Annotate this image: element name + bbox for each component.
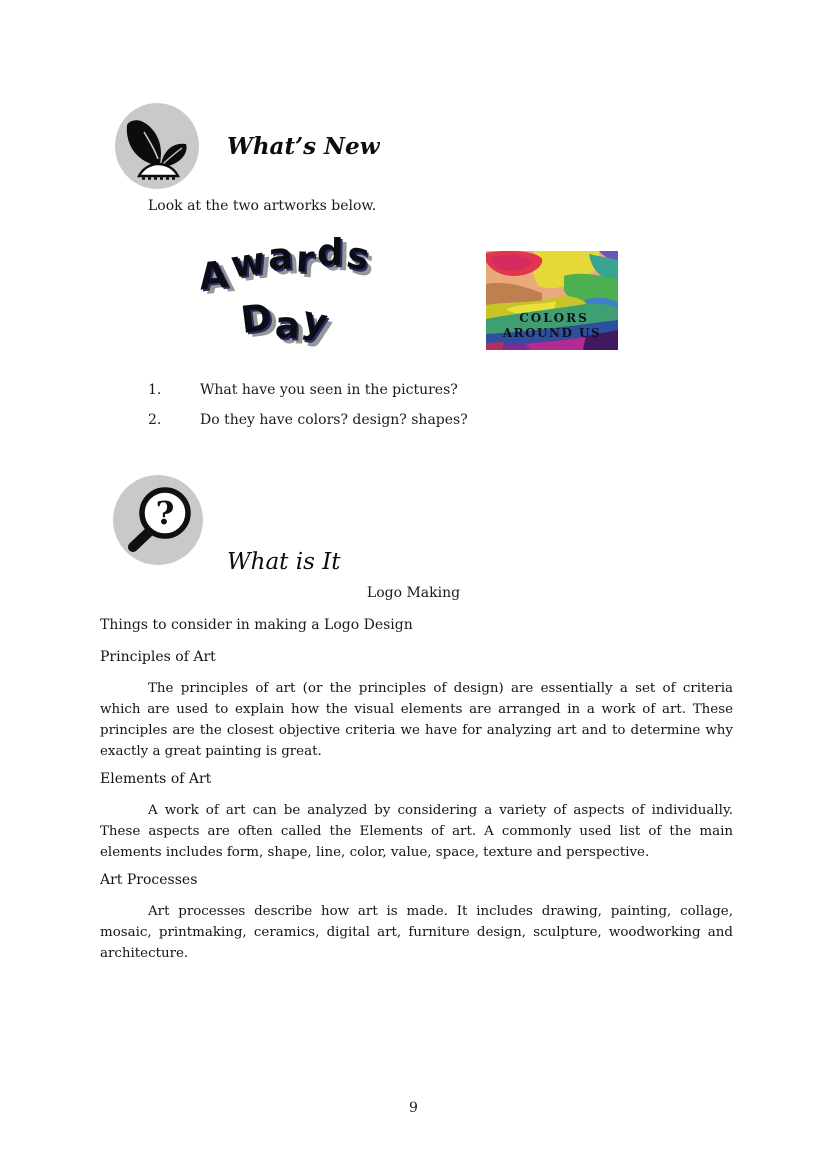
wordart-line-1: Awards [196, 230, 376, 299]
section-paragraph: Art processes describe how art is made. It includes drawing, painting, collage, mosaic, printmaking, ceramics, digital art, furniture design, sculpture, woodworking and architecture. [100, 904, 733, 961]
section-heading: Principles of Art [100, 649, 216, 665]
section-paragraph: A work of art can be analyzed by considering a variety of aspects of individually. These aspects are often called the Elements of art. A commonly used list of the main elements includes form, shape, line, color, value, space, texture and perspective. [100, 803, 733, 860]
question-item [148, 410, 708, 430]
question-mark-glyph: ? [155, 494, 175, 532]
colors-poster-text-2: AROUND US [502, 326, 602, 340]
question-text: What have you seen in the pictures? [200, 382, 458, 398]
awards-day-wordart [173, 230, 398, 348]
colors-poster-text-1: COLORS [519, 311, 589, 325]
section-heading: Elements of Art [100, 771, 212, 787]
question-number: 1. [148, 382, 162, 398]
page-number: 9 [409, 1100, 418, 1116]
logo-making-subtitle: Logo Making [366, 585, 461, 601]
section-paragraph: The principles of art (or the principles of design) are essentially a set of criteria which are used to explain how the visual elements are arranged in a work of art. These principles are the closest objective criteria we have for analyzing art and to determine why exactly a great painting is great. [100, 681, 733, 759]
question-item [148, 380, 708, 400]
seedling-icon [114, 102, 200, 194]
colors-around-us-image [486, 251, 618, 354]
wordart-line-2: Day [238, 295, 335, 348]
lead-line: Things to consider in making a Logo Design [100, 617, 413, 633]
body-copy [100, 649, 733, 973]
question-number: 2. [148, 412, 162, 428]
whats-new-intro: Look at the two artworks below. [148, 198, 377, 214]
section-heading: Art Processes [100, 872, 198, 888]
magnifier-question-icon [112, 474, 204, 570]
what-is-it-title: What is It [227, 549, 341, 575]
whats-new-title: What’s New [227, 133, 380, 160]
question-text: Do they have colors? design? shapes? [200, 412, 468, 428]
